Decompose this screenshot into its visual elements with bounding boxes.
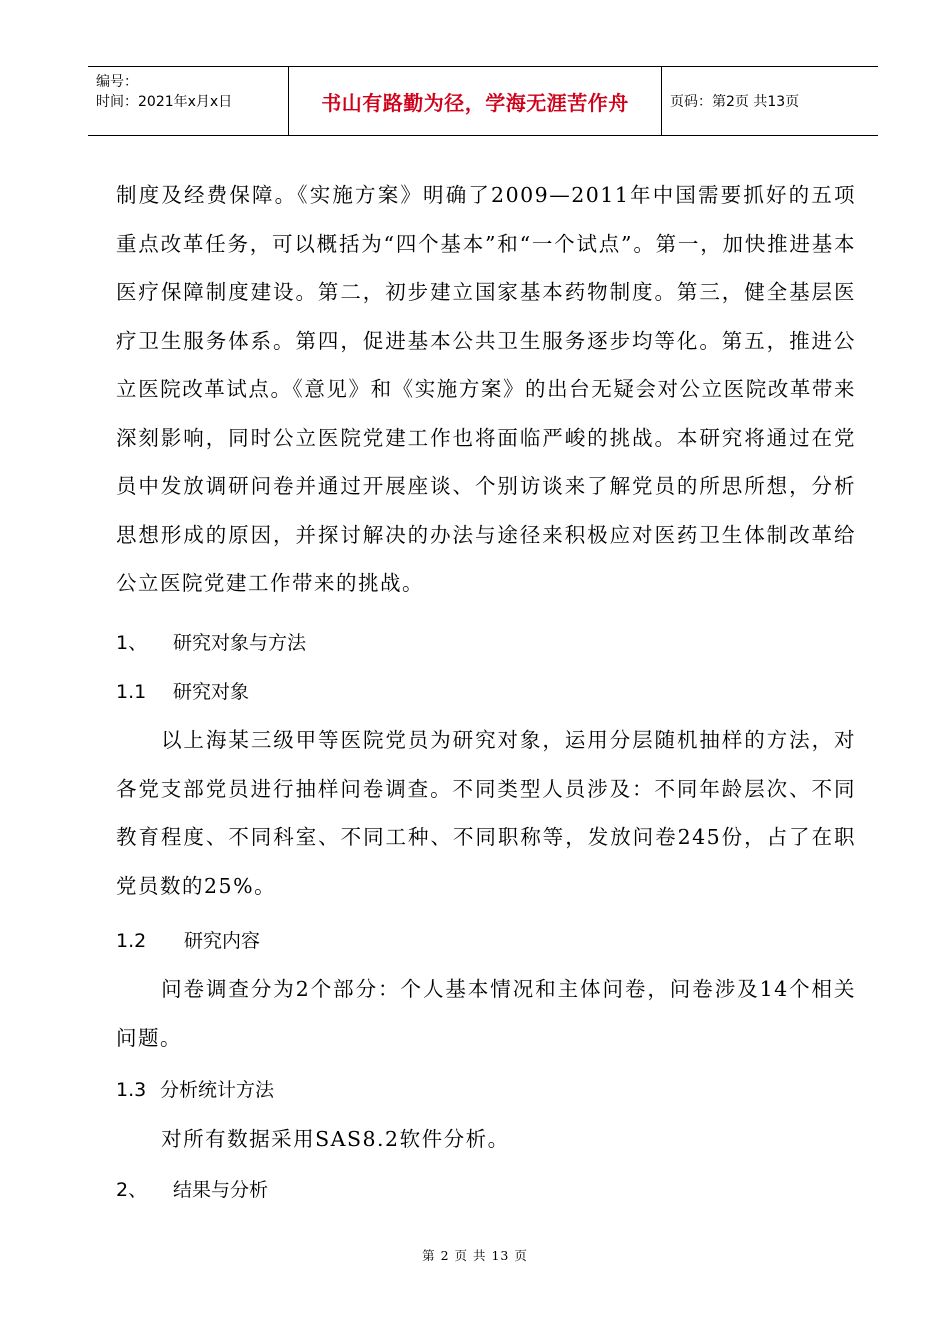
- doc-number-label: 编号：: [96, 74, 138, 90]
- header-meta: [88, 67, 288, 135]
- section-heading-1-1: [116, 680, 249, 704]
- section-title: 研究对象: [173, 681, 250, 703]
- header-page-cell: [662, 67, 878, 135]
- intro-paragraph: 制度及经费保障。《实施方案》明确了2009—2011年中国需要抓好的五项重点改革任务，可以概括为“四个基本”和“一个试点”。第一，加快推进基本医疗保障制度建设。第二，初步建立国家基本药物制度。第三，健全基层医疗卫生服务体系。第四，促进基本公共卫生服务逐步均等化。第五，推进公立医院改革试点。《意见》和《实施方案》的出台无疑会对公立医院改革带来深刻影响，同时公立医院党建工作也将面临严峻的挑战。本研究将通过在党员中发放调研问卷并通过开展座谈、个别访谈来了解党员的所思所想，分析思想形成的原因，并探讨解决的办法与途径来积极应对医药卫生体制改革给公立医院党建工作带来的挑战。: [116, 183, 856, 595]
- section-number: 1、: [116, 632, 148, 654]
- section-1-3-body-block: [116, 1115, 856, 1164]
- page-header: [88, 66, 878, 136]
- section-1-3-body: 对所有数据采用SAS8.2软件分析。: [161, 1127, 510, 1151]
- section-number: 2、: [116, 1179, 148, 1201]
- section-1-1-body-block: [116, 716, 856, 910]
- page-footer: 第 2 页 共 13 页: [422, 1248, 528, 1263]
- section-number: 1.3: [116, 1079, 147, 1101]
- header-motto-cell: [288, 67, 662, 135]
- section-heading-2: [116, 1178, 268, 1202]
- section-1-2-body: 问卷调查分为2个部分：个人基本情况和主体问卷，问卷涉及14个相关问题。: [116, 977, 856, 1050]
- intro-paragraph-block: [116, 171, 856, 608]
- section-heading-1-2: [116, 929, 260, 953]
- header-motto: 书山有路勤为径，学海无涯苦作舟: [321, 90, 629, 115]
- section-title: 研究内容: [184, 930, 261, 952]
- doc-time-label: 时间：2021年x月x日: [96, 94, 233, 110]
- header-page-label: 页码：第2页 共13页: [670, 94, 800, 110]
- section-1-2-body-block: [116, 965, 856, 1062]
- section-heading-1: [116, 631, 306, 655]
- section-number: 1.2: [116, 930, 147, 952]
- section-title: 研究对象与方法: [173, 632, 307, 654]
- section-title: 分析统计方法: [160, 1079, 275, 1101]
- section-heading-1-3: [116, 1078, 274, 1102]
- section-1-1-body: 以上海某三级甲等医院党员为研究对象，运用分层随机抽样的方法，对各党支部党员进行抽样问卷调查。不同类型人员涉及：不同年龄层次、不同教育程度、不同科室、不同工种、不同职称等，发放问卷245份，占了在职党员数的25%。: [116, 728, 856, 898]
- section-number: 1.1: [116, 681, 147, 703]
- section-title: 结果与分析: [173, 1179, 269, 1201]
